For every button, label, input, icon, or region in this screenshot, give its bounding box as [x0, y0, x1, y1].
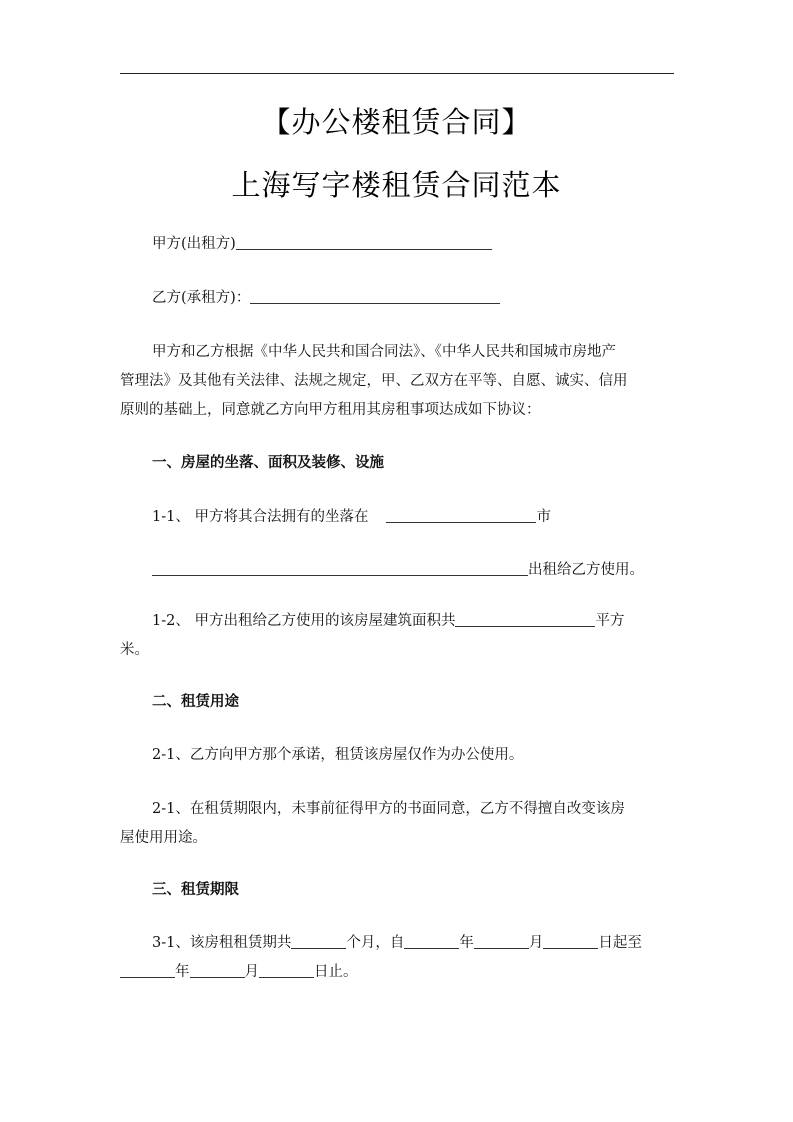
- document-title: 【办公楼租赁合同】: [261, 105, 532, 139]
- header-rule: [120, 73, 674, 74]
- clause-1-2-area-blank[interactable]: [455, 625, 595, 627]
- section-3-heading: 三、租赁期限: [152, 881, 239, 898]
- party-b-blank[interactable]: [250, 302, 500, 304]
- clause-2-1a: 2-1、乙方向甲方那个承诺，租赁该房屋仅作为办公使用。: [152, 747, 524, 763]
- section-1-heading: 一、房屋的坐落、面积及装修、设施: [152, 454, 384, 471]
- start-year-blank[interactable]: [404, 947, 459, 949]
- document-subtitle: 上海写字楼租赁合同范本: [231, 168, 562, 202]
- lease-months-blank[interactable]: [291, 947, 346, 949]
- clause-1-1-line-2: [120, 556, 674, 584]
- section-2-heading: 二、租赁用途: [152, 693, 239, 710]
- party-b-line: [120, 284, 674, 312]
- intro-line-3: 原则的基础上，同意就乙方向甲方租用其房租事项达成如下协议：: [120, 402, 541, 418]
- clause-1-2-unit: 平方: [595, 613, 625, 629]
- clause-1-1-text: 1-1、 甲方将其合法拥有的坐落在: [152, 509, 369, 525]
- clause-3-1-line-1: [120, 929, 674, 957]
- clause-1-1-location-blank[interactable]: [386, 521, 536, 523]
- end-day-blank[interactable]: [259, 976, 314, 978]
- clause-3-1-month: 月: [528, 935, 544, 951]
- clause-1-1-tail: 出租给乙方使用。: [528, 562, 644, 578]
- start-month-blank[interactable]: [474, 947, 529, 949]
- start-day-blank[interactable]: [543, 947, 598, 949]
- clause-3-1-start: 3-1、该房租租赁期共: [152, 935, 292, 951]
- clause-3-1-year2: 年: [175, 964, 190, 980]
- party-a-label: 甲方(出租方): [152, 236, 236, 252]
- clause-3-1-day-to: 日止。: [314, 964, 358, 980]
- party-a-blank[interactable]: [236, 248, 492, 250]
- party-b-label: 乙方(承租方)：: [152, 290, 251, 306]
- clause-1-1-address-blank[interactable]: [152, 574, 528, 576]
- clause-1-2-line: [120, 607, 674, 635]
- intro-line-1: 甲方和乙方根据《中华人民共和国合同法》、《中华人民共和国城市房地产: [152, 344, 616, 360]
- clause-3-1-month2: 月: [244, 964, 259, 980]
- clause-3-1-line-2: [120, 958, 674, 986]
- clause-2-1b-line-1: 2-1、在租赁期限内，未事前征得甲方的书面同意，乙方不得擅自改变该房: [152, 801, 625, 817]
- end-month-blank[interactable]: [190, 976, 245, 978]
- clause-1-2-wrap: 米。: [120, 642, 149, 658]
- clause-1-2-text: 1-2、 甲方出租给乙方使用的该房屋建筑面积共: [152, 613, 456, 629]
- clause-3-1-year: 年: [459, 935, 474, 951]
- end-year-blank[interactable]: [120, 976, 175, 978]
- clause-1-1-line: [120, 503, 674, 531]
- clause-3-1-months: 个月，自: [346, 935, 405, 951]
- party-a-line: [120, 230, 674, 258]
- intro-line-2: 管理法》及其他有关法律、法规之规定，甲、乙双方在平等、自愿、诚实、信用: [120, 373, 628, 389]
- clause-2-1b-line-2: 屋使用用途。: [120, 830, 207, 846]
- clause-1-1-city: 市: [536, 509, 551, 525]
- clause-3-1-day-from: 日起至: [598, 935, 642, 951]
